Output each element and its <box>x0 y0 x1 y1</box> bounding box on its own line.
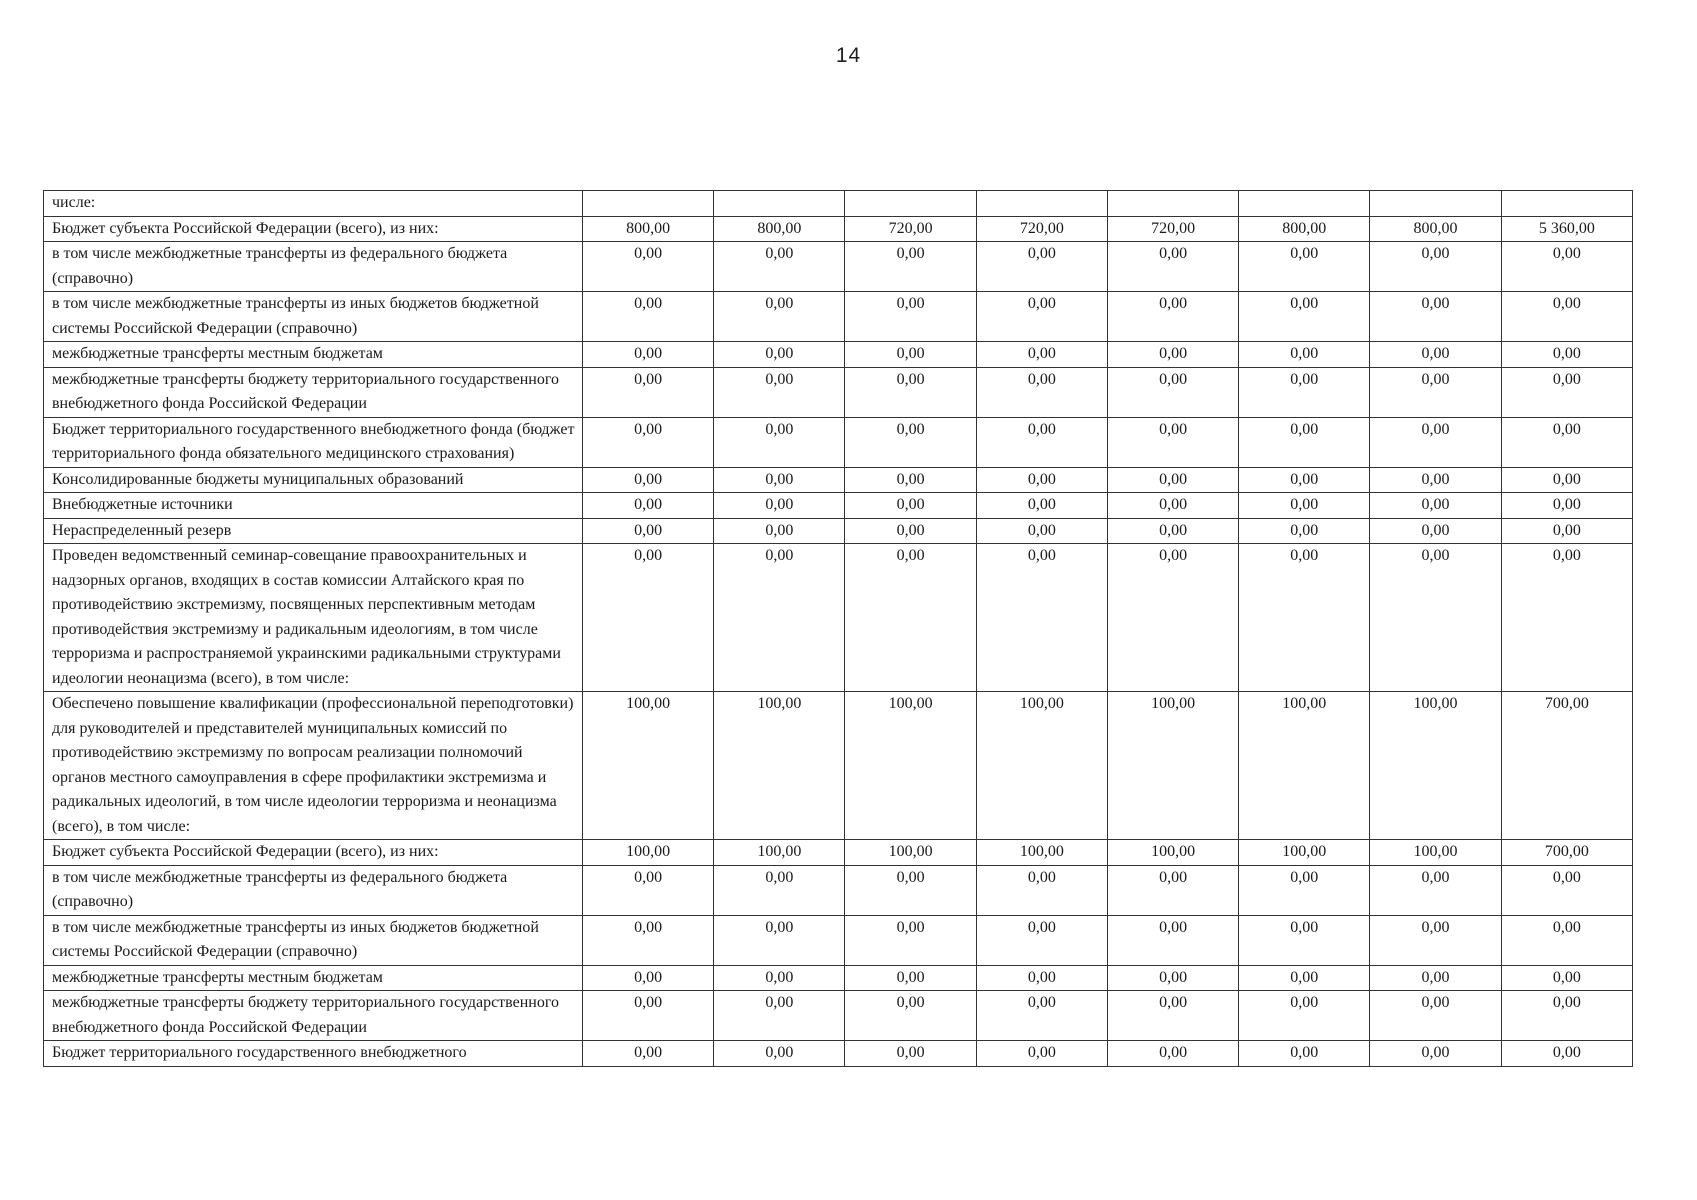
value-cell: 0,00 <box>1239 991 1370 1041</box>
value-cell: 0,00 <box>845 342 976 368</box>
value-cell: 100,00 <box>1370 692 1501 840</box>
value-cell: 100,00 <box>976 840 1107 866</box>
value-cell: 0,00 <box>845 467 976 493</box>
value-cell: 0,00 <box>714 1041 845 1067</box>
value-cell: 0,00 <box>1370 367 1501 417</box>
value-cell: 100,00 <box>845 692 976 840</box>
total-cell: 0,00 <box>1501 518 1632 544</box>
total-cell: 0,00 <box>1501 915 1632 965</box>
row-label: Бюджет субъекта Российской Федерации (всего), из них: <box>44 216 583 242</box>
row-label: Бюджет территориального государственного внебюджетного фонда (бюджет территориального фонда обязательного медицинского страхования) <box>44 417 583 467</box>
value-cell: 0,00 <box>1370 342 1501 368</box>
table-row <box>44 367 1633 417</box>
value-cell: 0,00 <box>1239 417 1370 467</box>
value-cell: 0,00 <box>1239 342 1370 368</box>
value-cell: 0,00 <box>583 493 714 519</box>
value-cell: 800,00 <box>1370 216 1501 242</box>
table-row <box>44 518 1633 544</box>
value-cell: 0,00 <box>1107 367 1238 417</box>
value-cell: 0,00 <box>1370 417 1501 467</box>
value-cell: 0,00 <box>583 991 714 1041</box>
row-label: в том числе межбюджетные трансферты из иных бюджетов бюджетной системы Российской Федерации (справочно) <box>44 915 583 965</box>
value-cell <box>976 191 1107 217</box>
value-cell: 0,00 <box>976 242 1107 292</box>
total-cell: 0,00 <box>1501 544 1632 692</box>
value-cell: 100,00 <box>1239 840 1370 866</box>
value-cell: 0,00 <box>1107 544 1238 692</box>
value-cell: 0,00 <box>1370 493 1501 519</box>
value-cell: 0,00 <box>1370 1041 1501 1067</box>
value-cell: 0,00 <box>1239 965 1370 991</box>
value-cell: 0,00 <box>845 915 976 965</box>
value-cell: 0,00 <box>1239 292 1370 342</box>
value-cell: 0,00 <box>1107 1041 1238 1067</box>
value-cell: 0,00 <box>583 342 714 368</box>
value-cell: 0,00 <box>976 991 1107 1041</box>
value-cell: 800,00 <box>714 216 845 242</box>
value-cell: 0,00 <box>1107 417 1238 467</box>
total-cell: 0,00 <box>1501 1041 1632 1067</box>
value-cell: 0,00 <box>714 417 845 467</box>
total-cell: 0,00 <box>1501 467 1632 493</box>
value-cell: 0,00 <box>845 367 976 417</box>
value-cell: 0,00 <box>845 991 976 1041</box>
value-cell: 0,00 <box>1107 467 1238 493</box>
row-label: в том числе межбюджетные трансферты из федерального бюджета (справочно) <box>44 242 583 292</box>
value-cell: 0,00 <box>714 292 845 342</box>
value-cell: 100,00 <box>583 840 714 866</box>
table-row <box>44 467 1633 493</box>
value-cell: 0,00 <box>1107 518 1238 544</box>
total-cell: 0,00 <box>1501 493 1632 519</box>
value-cell: 0,00 <box>845 965 976 991</box>
value-cell: 0,00 <box>583 865 714 915</box>
value-cell: 720,00 <box>845 216 976 242</box>
value-cell: 0,00 <box>1370 518 1501 544</box>
table-row <box>44 1041 1633 1067</box>
value-cell: 0,00 <box>714 342 845 368</box>
value-cell: 0,00 <box>1107 865 1238 915</box>
row-label: межбюджетные трансферты бюджету территориального государственного внебюджетного фонда Российской Федерации <box>44 991 583 1041</box>
value-cell: 0,00 <box>976 965 1107 991</box>
value-cell: 0,00 <box>976 417 1107 467</box>
total-cell: 0,00 <box>1501 865 1632 915</box>
value-cell: 0,00 <box>1370 544 1501 692</box>
value-cell: 0,00 <box>845 544 976 692</box>
total-cell: 0,00 <box>1501 417 1632 467</box>
table-row <box>44 991 1633 1041</box>
total-cell: 700,00 <box>1501 840 1632 866</box>
value-cell: 0,00 <box>714 865 845 915</box>
value-cell: 0,00 <box>714 915 845 965</box>
value-cell: 0,00 <box>1239 544 1370 692</box>
table-row <box>44 342 1633 368</box>
value-cell: 0,00 <box>583 417 714 467</box>
value-cell: 0,00 <box>1239 493 1370 519</box>
value-cell: 0,00 <box>583 544 714 692</box>
value-cell: 0,00 <box>583 1041 714 1067</box>
row-label: Бюджет территориального государственного внебюджетного <box>44 1041 583 1067</box>
table-row <box>44 544 1633 692</box>
row-label: в том числе межбюджетные трансферты из иных бюджетов бюджетной системы Российской Федерации (справочно) <box>44 292 583 342</box>
value-cell: 0,00 <box>976 915 1107 965</box>
value-cell: 0,00 <box>583 292 714 342</box>
total-cell: 0,00 <box>1501 367 1632 417</box>
value-cell: 0,00 <box>845 292 976 342</box>
value-cell: 0,00 <box>714 544 845 692</box>
value-cell: 0,00 <box>583 518 714 544</box>
value-cell: 720,00 <box>1107 216 1238 242</box>
row-label: в том числе межбюджетные трансферты из федерального бюджета (справочно) <box>44 865 583 915</box>
value-cell: 0,00 <box>976 1041 1107 1067</box>
value-cell: 100,00 <box>1370 840 1501 866</box>
table-row <box>44 216 1633 242</box>
value-cell: 0,00 <box>1239 467 1370 493</box>
page-number: 14 <box>835 44 862 67</box>
value-cell: 0,00 <box>1107 965 1238 991</box>
value-cell: 0,00 <box>1239 242 1370 292</box>
value-cell: 0,00 <box>583 965 714 991</box>
value-cell: 0,00 <box>1370 965 1501 991</box>
value-cell: 0,00 <box>1107 991 1238 1041</box>
value-cell: 0,00 <box>714 467 845 493</box>
value-cell: 0,00 <box>1370 865 1501 915</box>
value-cell: 720,00 <box>976 216 1107 242</box>
value-cell: 0,00 <box>714 965 845 991</box>
value-cell: 0,00 <box>976 865 1107 915</box>
value-cell: 0,00 <box>1239 367 1370 417</box>
row-label: Нераспределенный резерв <box>44 518 583 544</box>
value-cell: 100,00 <box>583 692 714 840</box>
row-label: Проведен ведомственный семинар-совещание правоохранительных и надзорных органов, входящих в состав комиссии Алтайского края по противодействию экстремизму, посвященных перспективным методам противодействия экстремизму и радикальным идеологиям, в том числе терроризма и распространяемой украинскими радикальными структурами идеологии неонацизма (всего), в том числе: <box>44 544 583 692</box>
value-cell: 100,00 <box>976 692 1107 840</box>
value-cell <box>845 191 976 217</box>
value-cell: 0,00 <box>1107 292 1238 342</box>
row-label: межбюджетные трансферты местным бюджетам <box>44 965 583 991</box>
value-cell: 0,00 <box>714 991 845 1041</box>
value-cell: 0,00 <box>1107 342 1238 368</box>
row-label: Внебюджетные источники <box>44 493 583 519</box>
value-cell: 0,00 <box>976 467 1107 493</box>
row-label: Консолидированные бюджеты муниципальных образований <box>44 467 583 493</box>
value-cell: 0,00 <box>845 865 976 915</box>
value-cell: 0,00 <box>583 242 714 292</box>
value-cell <box>583 191 714 217</box>
value-cell: 0,00 <box>976 367 1107 417</box>
total-cell: 700,00 <box>1501 692 1632 840</box>
value-cell: 0,00 <box>1370 292 1501 342</box>
table-row <box>44 915 1633 965</box>
table-row <box>44 191 1633 217</box>
value-cell: 0,00 <box>976 292 1107 342</box>
value-cell: 0,00 <box>1107 242 1238 292</box>
value-cell: 0,00 <box>845 242 976 292</box>
value-cell <box>1370 191 1501 217</box>
total-cell <box>1501 191 1632 217</box>
value-cell: 0,00 <box>583 367 714 417</box>
total-cell: 0,00 <box>1501 292 1632 342</box>
table-row <box>44 242 1633 292</box>
row-label: межбюджетные трансферты местным бюджетам <box>44 342 583 368</box>
value-cell: 100,00 <box>714 840 845 866</box>
value-cell: 0,00 <box>976 544 1107 692</box>
value-cell: 0,00 <box>714 367 845 417</box>
total-cell: 0,00 <box>1501 242 1632 292</box>
table-row <box>44 840 1633 866</box>
budget-table <box>43 190 1633 1067</box>
value-cell: 800,00 <box>583 216 714 242</box>
value-cell <box>1239 191 1370 217</box>
value-cell: 0,00 <box>714 493 845 519</box>
table-row <box>44 692 1633 840</box>
row-label: Обеспечено повышение квалификации (профессиональной переподготовки) для руководителей и представителей муниципальных комиссий по противодействию экстремизму по вопросам реализации полномочий органов местного самоуправления в сфере профилактики экстремизма и радикальных идеологий, в том числе идеологии терроризма и неонацизма (всего), в том числе: <box>44 692 583 840</box>
value-cell: 0,00 <box>583 467 714 493</box>
value-cell <box>714 191 845 217</box>
value-cell: 100,00 <box>1107 840 1238 866</box>
value-cell: 0,00 <box>1107 493 1238 519</box>
value-cell: 0,00 <box>1239 518 1370 544</box>
table-row <box>44 417 1633 467</box>
value-cell: 100,00 <box>1239 692 1370 840</box>
value-cell: 0,00 <box>714 518 845 544</box>
value-cell: 0,00 <box>583 915 714 965</box>
value-cell: 100,00 <box>714 692 845 840</box>
row-label: Бюджет субъекта Российской Федерации (всего), из них: <box>44 840 583 866</box>
value-cell: 800,00 <box>1239 216 1370 242</box>
value-cell: 0,00 <box>1239 1041 1370 1067</box>
value-cell: 0,00 <box>976 342 1107 368</box>
value-cell: 0,00 <box>1107 915 1238 965</box>
value-cell: 0,00 <box>976 518 1107 544</box>
table-row <box>44 292 1633 342</box>
value-cell: 0,00 <box>845 493 976 519</box>
row-label: числе: <box>44 191 583 217</box>
total-cell: 5 360,00 <box>1501 216 1632 242</box>
value-cell: 100,00 <box>845 840 976 866</box>
row-label: межбюджетные трансферты бюджету территориального государственного внебюджетного фонда Российской Федерации <box>44 367 583 417</box>
table-row <box>44 865 1633 915</box>
value-cell: 0,00 <box>1370 915 1501 965</box>
table-row <box>44 493 1633 519</box>
total-cell: 0,00 <box>1501 965 1632 991</box>
table-row <box>44 965 1633 991</box>
value-cell: 0,00 <box>845 518 976 544</box>
budget-table-body <box>44 191 1633 1067</box>
value-cell: 0,00 <box>845 417 976 467</box>
value-cell: 0,00 <box>976 493 1107 519</box>
value-cell: 0,00 <box>1370 242 1501 292</box>
value-cell: 0,00 <box>1370 991 1501 1041</box>
value-cell: 0,00 <box>714 242 845 292</box>
total-cell: 0,00 <box>1501 991 1632 1041</box>
value-cell: 0,00 <box>1370 467 1501 493</box>
total-cell: 0,00 <box>1501 342 1632 368</box>
value-cell: 0,00 <box>845 1041 976 1067</box>
value-cell: 0,00 <box>1239 865 1370 915</box>
value-cell: 100,00 <box>1107 692 1238 840</box>
value-cell <box>1107 191 1238 217</box>
value-cell: 0,00 <box>1239 915 1370 965</box>
